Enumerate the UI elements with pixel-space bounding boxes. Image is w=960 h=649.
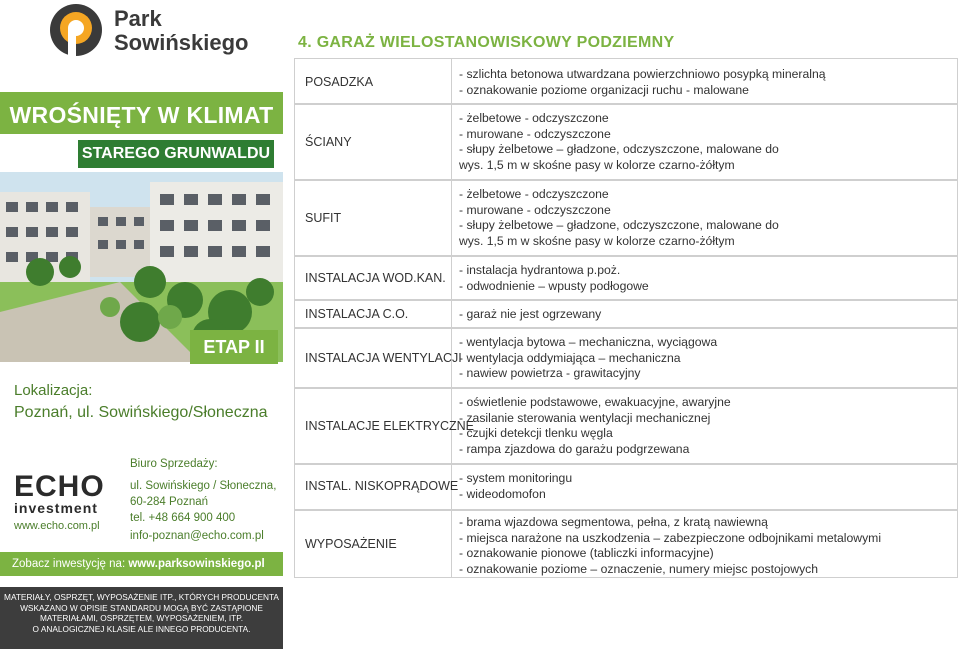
location-value: Poznań, ul. Sowińskiego/Słoneczna <box>14 404 268 421</box>
row-category: INSTALACJA WENTYLACJI <box>305 351 462 365</box>
list-item: - oznakowanie poziome – oznaczenie, numery miejsc postojowych <box>459 561 819 576</box>
row-category: ŚCIANY <box>305 135 352 149</box>
table-row <box>294 300 958 328</box>
list-item: wys. 1,5 m w skośne pasy w kolorze czarno-żółtym <box>459 157 735 172</box>
etap-badge: ETAP II <box>190 330 278 364</box>
table-row <box>294 180 958 256</box>
sales-office-address2: 60-284 Poznań <box>130 496 209 508</box>
row-items <box>459 263 649 294</box>
list-item: - wideodomofon <box>459 486 546 501</box>
sales-office <box>130 456 280 544</box>
row-category: SUFIT <box>305 211 342 225</box>
table-row <box>294 104 958 180</box>
list-item: - murowane - odczyszczone <box>459 126 611 141</box>
list-item: - słupy żelbetowe – gładzone, odczyszczone, malowane do <box>459 218 779 233</box>
divider <box>451 301 452 327</box>
list-item: wys. 1,5 m w skośne pasy w kolorze czarno-żółtym <box>459 233 735 248</box>
logo-p-icon <box>48 2 104 58</box>
list-item: - odwodnienie – wpusty podłogowe <box>459 278 649 293</box>
logo-text-sowinskiego: Sowińskiego <box>114 30 249 55</box>
list-item: - wentylacja bytowa – mechaniczna, wyciągowa <box>459 335 718 349</box>
location-label: Lokalizacja: <box>14 382 93 399</box>
row-items <box>459 471 572 502</box>
table-row <box>294 464 958 510</box>
headline-line2: STAREGO GRUNWALDU <box>78 140 274 168</box>
footnote-line: MATERIAŁY, OSPRZĘT, WYPOSAŻENIE ITP., KTÓRYCH PRODUCENTA <box>4 592 279 602</box>
left-panel <box>0 0 283 649</box>
sales-office-address1: ul. Sowińskiego / Słoneczna, <box>130 480 277 492</box>
table-row <box>294 388 958 464</box>
list-item: - rampa zjazdowa do garażu podgrzewana <box>459 441 690 456</box>
divider <box>451 257 452 299</box>
sales-office-phone: tel. +48 664 900 400 <box>130 512 236 524</box>
footnote-line: O ANALOGICZNEJ KLASIE ALE INNEGO PRODUCENTA. <box>32 623 251 634</box>
list-item: - wentylacja oddymiająca – mechaniczna <box>459 350 681 365</box>
row-category: INSTALACJA C.O. <box>305 307 409 321</box>
footnote <box>0 587 283 649</box>
row-items <box>459 67 826 98</box>
park-sowinskiego-logo <box>48 2 288 60</box>
sales-office-email[interactable]: info-poznan@echo.com.pl <box>130 530 264 542</box>
list-item: - miejsca narażone na uszkodzenia – zabezpieczone odbojnikami metalowymi <box>459 530 882 545</box>
row-items <box>459 515 881 577</box>
row-category: INSTALACJA WOD.KAN. <box>305 271 446 285</box>
list-item: - szlichta betonowa utwardzana powierzchniowo posypką mineralną <box>459 67 826 81</box>
cta-bar <box>0 552 283 576</box>
list-item: - system monitoringu <box>459 471 573 485</box>
list-item: - żelbetowe - odczyszczone <box>459 187 609 201</box>
row-category: INSTAL. NISKOPRĄDOWE <box>305 479 459 493</box>
footnote-line: WSKAZANO W OPISIE STANDARDU MOGĄ BYĆ ZASTĄPIONE <box>20 602 263 613</box>
echo-url-link[interactable]: www.echo.com.pl <box>14 520 100 532</box>
list-item: - czujki detekcji tlenku węgla <box>459 426 613 441</box>
footnote-line: MATERIAŁAMI, OSPRZĘTEM, WYPOSAŻENIEM, ITP. <box>40 613 243 623</box>
row-category: POSADZKA <box>305 75 374 89</box>
row-items <box>459 187 779 249</box>
logo-text-park: Park <box>114 6 162 31</box>
list-item: - instalacja hydrantowa p.poż. <box>459 263 621 277</box>
cta-link[interactable]: www.parksowinskiego.pl <box>128 558 265 570</box>
table-row <box>294 328 958 388</box>
row-items <box>459 111 779 173</box>
table-row <box>294 510 958 578</box>
headline-line1: WROŚNIĘTY W KLIMAT <box>0 92 283 134</box>
list-item: - brama wjazdowa segmentowa, pełna, z kratą nawiewną <box>459 515 768 529</box>
list-item: - nawiew powietrza - grawitacyjny <box>459 366 641 381</box>
section-title: 4. GARAŻ WIELOSTANOWISKOWY PODZIEMNY <box>298 34 675 51</box>
list-item: - murowane - odczyszczone <box>459 202 611 217</box>
row-category: INSTALACJE ELEKTRYCZNE <box>305 419 475 433</box>
row-items <box>459 335 717 382</box>
divider <box>451 511 452 577</box>
sales-office-label: Biuro Sprzedaży: <box>130 458 218 470</box>
list-item: - żelbetowe - odczyszczone <box>459 111 609 125</box>
cta-text: Zobacz inwestycję na: <box>12 558 126 570</box>
row-category: WYPOSAŻENIE <box>305 537 397 551</box>
echo-logo-text: ECHO <box>14 470 105 503</box>
list-item: - oświetlenie podstawowe, ewakuacyjne, awaryjne <box>459 395 731 409</box>
row-items <box>459 307 601 323</box>
list-item: - oznakowanie pionowe (tabliczki informacyjne) <box>459 546 714 561</box>
headline <box>0 92 283 172</box>
echo-investment-logo <box>14 472 124 530</box>
list-item: - oznakowanie poziome organizacji ruchu - malowane <box>459 82 749 97</box>
row-items <box>459 395 731 457</box>
table-row <box>294 58 958 104</box>
spec-table <box>294 58 958 578</box>
table-row <box>294 256 958 300</box>
list-item: - garaż nie jest ogrzewany <box>459 307 602 321</box>
divider <box>451 105 452 179</box>
divider <box>451 181 452 255</box>
list-item: - zasilanie sterowania wentylacji mechanicznej <box>459 410 711 425</box>
divider <box>451 59 452 103</box>
echo-logo-sub: investment <box>14 500 98 516</box>
list-item: - słupy żelbetowe – gładzone, odczyszczone, malowane do <box>459 142 779 157</box>
